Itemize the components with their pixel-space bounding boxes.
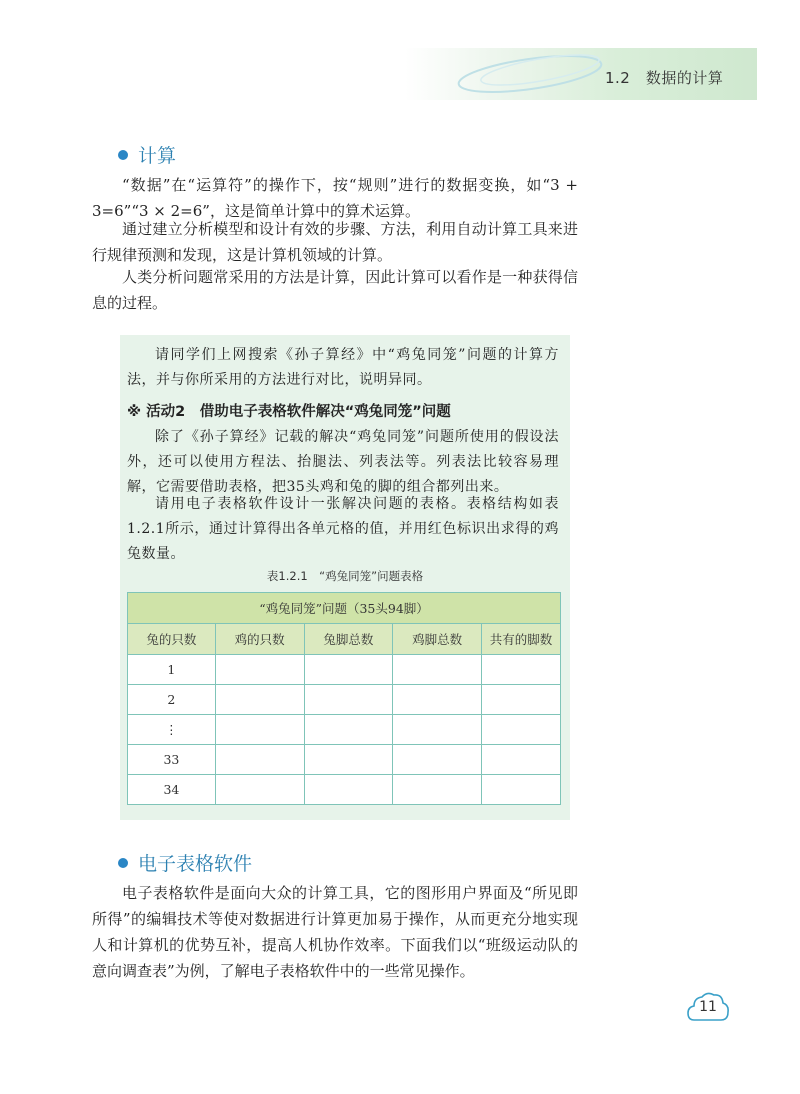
paragraph: 电子表格软件是面向大众的计算工具，它的图形用户界面及“所见即所得”的编辑技术等使对数据进行计算更加易于操作，从而更充分地实现人和计算机的优势互补，提高人机协作效率。下面我们以“班级运动队的意向调查表”为例，了解电子表格软件中的一些常见操作。: [92, 884, 578, 980]
activity-paragraph: 请用电子表格软件设计一张解决问题的表格。表格结构如表1.2.1所示，通过计算得出各单元格的值，并用红色标识出求得的鸡兔数量。: [127, 496, 559, 562]
empty-cell: [482, 745, 561, 775]
rabbit-count-cell: 2: [128, 685, 216, 715]
table-title-cell: “鸡兔同笼”问题（35头94脚）: [128, 593, 561, 624]
empty-cell: [482, 685, 561, 715]
rabbit-count-cell: 1: [128, 655, 216, 685]
bullet-icon: [118, 858, 128, 868]
table-row: [128, 655, 561, 685]
rabbit-count-cell: 33: [128, 745, 216, 775]
empty-cell: [215, 775, 304, 805]
bullet-icon: [118, 150, 128, 160]
table-caption: 表1.2.1 “鸡兔同笼”问题表格: [266, 569, 424, 583]
chicken-rabbit-table: [127, 592, 561, 805]
column-header: 兔的只数: [128, 624, 216, 655]
column-header: 鸡脚总数: [393, 624, 482, 655]
empty-cell: [393, 715, 482, 745]
empty-cell: [215, 715, 304, 745]
decorative-swirl-icon: [440, 40, 620, 110]
empty-cell: [304, 775, 393, 805]
empty-cell: [393, 655, 482, 685]
rabbit-count-cell: 34: [128, 775, 216, 805]
empty-cell: [304, 745, 393, 775]
empty-cell: [393, 745, 482, 775]
empty-cell: [304, 655, 393, 685]
paragraph: 人类分析问题常采用的方法是计算，因此计算可以看作是一种获得信息的过程。: [92, 268, 578, 312]
column-header: 共有的脚数: [482, 624, 561, 655]
table-row: [128, 685, 561, 715]
empty-cell: [215, 685, 304, 715]
activity-intro: 请同学们上网搜索《孙子算经》中“鸡兔同笼”问题的计算方法，并与你所采用的方法进行对比，说明异同。: [127, 347, 559, 388]
table-row: [128, 715, 561, 745]
activity-paragraph: 除了《孙子算经》记载的解决“鸡兔同笼”问题所使用的假设法外，还可以使用方程法、抬腿法、列表法等。列表法比较容易理解，它需要借助表格，把35头鸡和兔的脚的组合都列出来。: [127, 429, 559, 495]
activity-title: ※ 活动2 借助电子表格软件解决“鸡兔同笼”问题: [127, 404, 451, 420]
empty-cell: [215, 745, 304, 775]
column-header: 鸡的只数: [215, 624, 304, 655]
page-number: 11: [699, 999, 717, 1015]
column-header: 兔脚总数: [304, 624, 393, 655]
section-heading-text: 电子表格软件: [138, 853, 253, 875]
empty-cell: [482, 715, 561, 745]
empty-cell: [304, 715, 393, 745]
section-heading-calculation: [118, 141, 176, 168]
empty-cell: [215, 655, 304, 685]
empty-cell: [393, 775, 482, 805]
page-number-badge: [686, 990, 730, 1024]
paragraph: “数据”在“运算符”的操作下，按“规则”进行的数据变换，如“3 + 3=6”“3 × 2=6”，这是简单计算中的算术运算。: [92, 176, 578, 220]
rabbit-count-cell: ⋮: [128, 715, 216, 745]
paragraph: 通过建立分析模型和设计有效的步骤、方法，利用自动计算工具来进行规律预测和发现，这是计算机领域的计算。: [92, 220, 578, 264]
section-heading-text: 计算: [138, 145, 177, 167]
empty-cell: [304, 685, 393, 715]
section-heading-spreadsheet: [118, 849, 252, 876]
empty-cell: [482, 655, 561, 685]
empty-cell: [482, 775, 561, 805]
table-row: [128, 775, 561, 805]
table-row: [128, 745, 561, 775]
empty-cell: [393, 685, 482, 715]
chapter-header-title: 1.2 数据的计算: [605, 69, 724, 87]
